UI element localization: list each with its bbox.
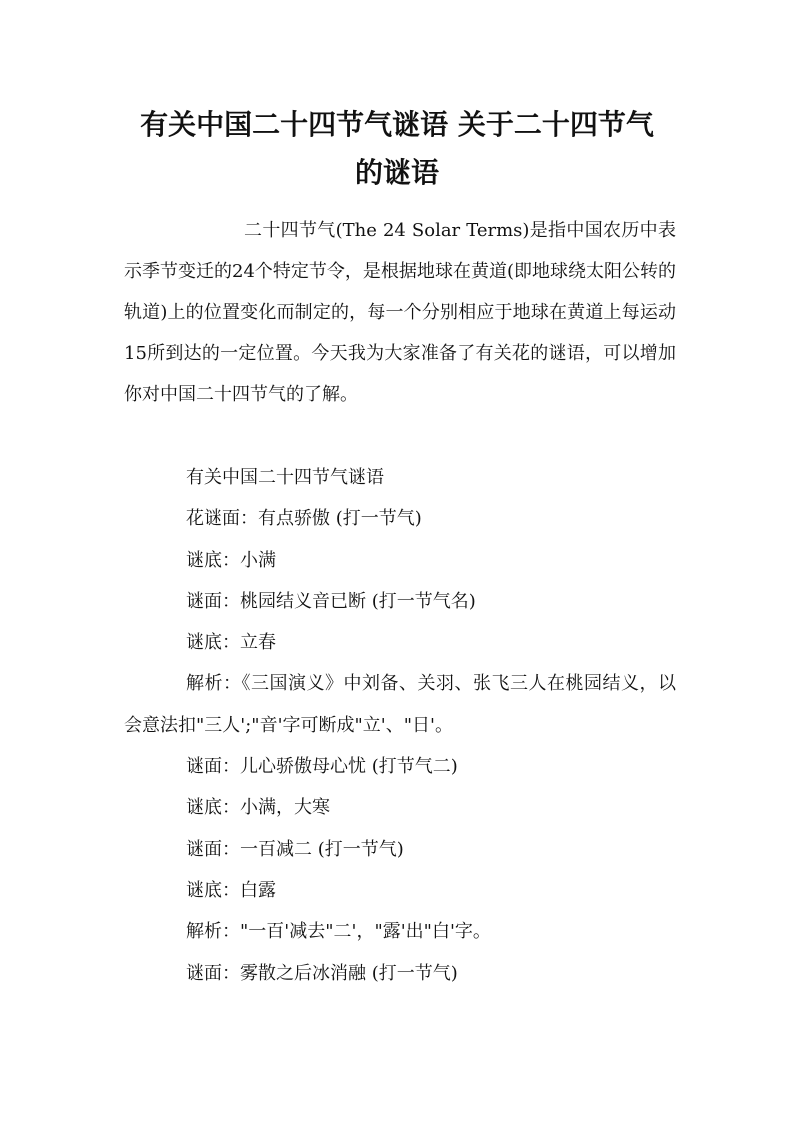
riddle-question: 谜面：雾散之后冰消融 (打一节气): [186, 962, 458, 984]
intro-paragraph: 二十四节气(The 24 Solar Terms)是指中国农历中表示季节变迁的24个特定节令，是根据地球在黄道(即地球绕太阳公转的轨道)上的位置变化而制定的，每一个分别相应于地球在黄道上每运动15所到达的一定位置。今天我为大家准备了有关花的谜语，可以增加你对中国二十四节气的了解。: [124, 220, 676, 405]
riddle-answer: 谜底：小满: [186, 549, 276, 571]
riddle-answer: 谜底：白露: [186, 879, 276, 901]
document-title-line-1: 有关中国二十四节气谜语 关于二十四节气: [140, 108, 654, 141]
riddle-question: 花谜面：有点骄傲 (打一节气): [186, 508, 422, 530]
riddle-explanation: 解析："一百'减去"二'，"露'出"白'字。: [186, 921, 491, 943]
riddle-question: 谜面：一百减二 (打一节气): [186, 838, 404, 860]
riddle-section-heading: 有关中国二十四节气谜语: [186, 467, 384, 488]
riddle-question: 谜面：桃园结义音已断 (打一节气名): [186, 590, 476, 612]
document-title-line-2: 的谜语: [354, 156, 439, 189]
riddle-question: 谜面：儿心骄傲母心忧 (打节气二): [186, 756, 458, 778]
riddle-answer: 谜底：立春: [186, 632, 276, 654]
riddle-answer: 谜底：小满，大寒: [186, 797, 330, 819]
riddle-list: [124, 457, 676, 994]
riddle-explanation: 解析：《三国演义》中刘备、关羽、张飞三人在桃园结义，以会意法扣"三人';"音'字可断成"立'、"日'。: [124, 673, 676, 736]
